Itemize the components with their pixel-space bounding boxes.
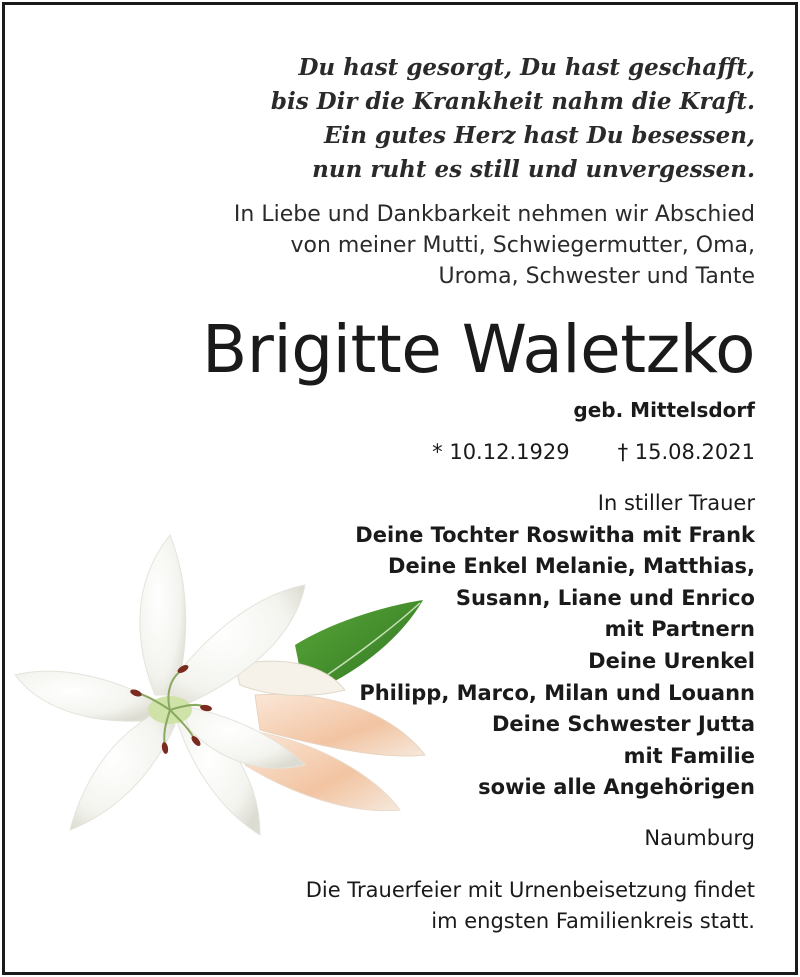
mourner-line: Deine Urenkel [588,648,755,673]
mourners-list [355,488,755,804]
farewell-intro [234,199,755,292]
mourner-line: mit Familie [623,743,755,768]
poem-line: bis Dir die Krankheit nahm die Kraft. [270,88,755,115]
mourning-intro: In stiller Trauer [597,491,755,515]
death-date: † 15.08.2021 [617,440,755,464]
mourner-line: sowie alle Angehörigen [478,775,755,800]
mourner-line: Deine Schwester Jutta [491,712,755,737]
place: Naumburg [644,826,755,850]
birth-name: geb. Mittelsdorf [573,398,755,422]
mourner-line: Philipp, Marco, Milan und Louann [359,680,755,705]
poem-line: Du hast gesorgt, Du hast geschafft, [298,54,755,81]
mourner-line: mit Partnern [604,617,755,642]
birth-date: * 10.12.1929 [432,440,570,464]
life-dates [432,435,755,469]
funeral-notice [306,875,755,937]
funeral-line: Die Trauerfeier mit Urnenbeisetzung findet [305,878,755,902]
obituary-frame [2,2,798,975]
mourner-line: Deine Enkel Melanie, Matthias, [388,554,755,579]
intro-line: Uroma, Schwester und Tante [438,264,755,289]
poem [271,51,755,187]
deceased-name: Brigitte Waletzko [201,311,755,388]
funeral-line: im engsten Familienkreis statt. [431,909,755,933]
poem-line: Ein gutes Herz hast Du besessen, [323,122,755,149]
mourner-line: Deine Tochter Roswitha mit Frank [355,522,755,547]
intro-line: von meiner Mutti, Schwiegermutter, Oma, [290,233,755,258]
poem-line: nun ruht es still und unvergessen. [312,156,755,183]
mourner-line: Susann, Liane und Enrico [455,585,755,610]
intro-line: In Liebe und Dankbarkeit nehmen wir Abschied [233,202,755,227]
